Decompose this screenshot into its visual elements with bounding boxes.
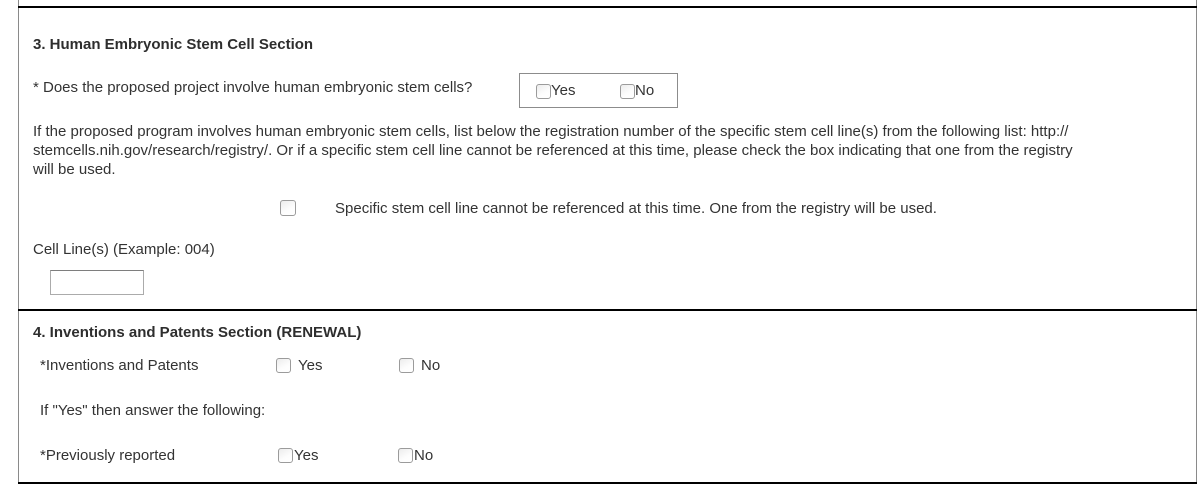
hesc-yes-checkbox[interactable] (536, 84, 551, 99)
inventions-no-checkbox[interactable] (399, 358, 414, 373)
hesc-no-checkbox[interactable] (620, 84, 635, 99)
table-left-border (18, 0, 19, 484)
inventions-yes-label: Yes (298, 357, 323, 374)
hesc-no-label: No (635, 82, 655, 99)
if-yes-note: If "Yes" then answer the following: (40, 402, 266, 419)
section4-heading: 4. Inventions and Patents Section (RENEWAL) (33, 324, 362, 341)
registry-line-checkbox[interactable] (280, 200, 296, 216)
previously-yes-checkbox[interactable] (278, 448, 293, 463)
previously-no-label: No (414, 447, 434, 464)
hesc-instructions (33, 122, 1073, 179)
hesc-instructions-line1: If the proposed program involves human embryonic stem cells, list below the registration number of the specific stem cell line(s) from the following list: http:// (33, 123, 1069, 140)
section3-top-border (18, 6, 1197, 8)
hesc-question-label: * Does the proposed project involve human embryonic stem cells? (33, 79, 473, 96)
section4-bottom-border (18, 482, 1197, 484)
cell-line-input[interactable] (50, 270, 144, 295)
previously-yes-label: Yes (294, 447, 319, 464)
section3-heading: 3. Human Embryonic Stem Cell Section (33, 36, 314, 53)
previously-reported-label: *Previously reported (40, 447, 176, 464)
inventions-no-label: No (421, 357, 441, 374)
cell-line-label: Cell Line(s) (Example: 004) (33, 241, 215, 258)
inventions-yes-checkbox[interactable] (276, 358, 291, 373)
previously-no-checkbox[interactable] (398, 448, 413, 463)
hesc-yes-label: Yes (551, 82, 576, 99)
inventions-patents-label: *Inventions and Patents (40, 357, 199, 374)
section-divider-border (18, 309, 1197, 311)
registry-line-checkbox-label: Specific stem cell line cannot be referenced at this time. One from the registry will be used. (335, 200, 937, 217)
hesc-instructions-line3: will be used. (33, 161, 116, 178)
table-right-border (1196, 0, 1197, 484)
hesc-instructions-line2: stemcells.nih.gov/research/registry/. Or if a specific stem cell line cannot be referenced at this time, please check the box indicating that one from the registry (33, 142, 1073, 159)
hesc-yes-no-groupbox (519, 73, 678, 108)
